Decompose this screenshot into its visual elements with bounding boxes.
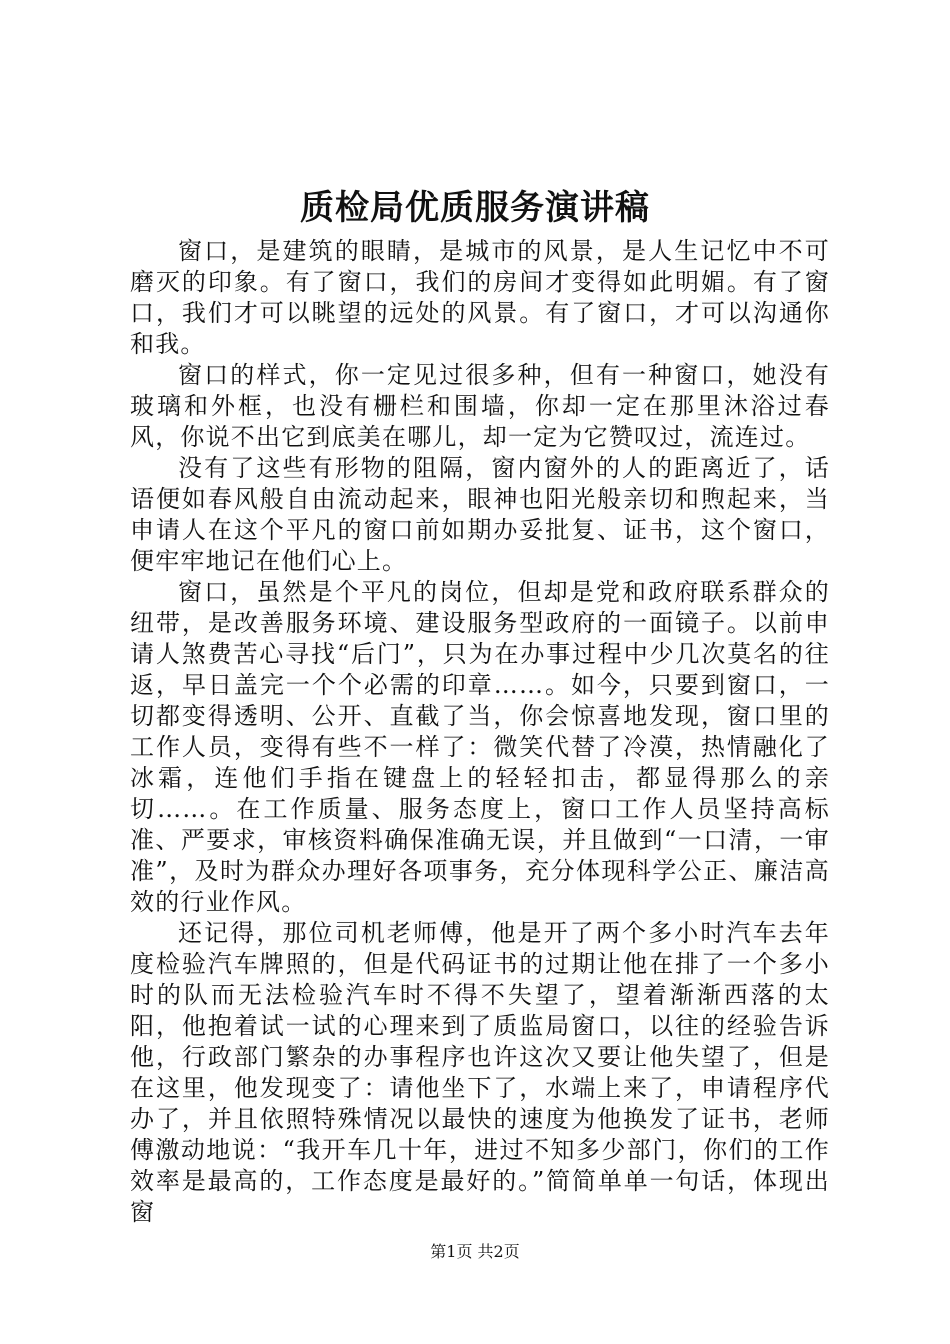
paragraph-4: 窗口，虽然是个平凡的岗位，但却是党和政府联系群众的纽带，是改善服务环境、建设服务型政府的一面镜子。以前申请人煞费苦心寻找“后门”，只为在办事过程中少几次莫名的往返，早日盖完一个个必需的印章……。如今，只要到窗口，一切都变得透明、公开、直截了当，你会惊喜地发现，窗口里的工作人员，变得有些不一样了：微笑代替了冷漠，热情融化了冰霜，连他们手指在键盘上的轻轻扣击，都显得那么的亲切……。在工作质量、服务态度上，窗口工作人员坚持高标准、严要求，审核资料确保准确无误，并且做到“一口清，一审准”，及时为群众办理好各项事务，充分体现科学公正、廉洁高效的行业作风。	[130, 578, 830, 916]
paragraph-2: 窗口的样式，你一定见过很多种，但有一种窗口，她没有玻璃和外框，也没有栅栏和围墙，你却一定在那里沐浴过春风，你说不出它到底美在哪儿，却一定为它赞叹过，流连过。	[130, 361, 830, 451]
page-footer	[0, 1240, 950, 1264]
page-number: 第1页 共2页	[430, 1242, 520, 1261]
document-body	[130, 236, 830, 1228]
paragraph-5: 还记得，那位司机老师傅，他是开了两个多小时汽车去年度检验汽车牌照的，但是代码证书的过期让他在排了一个多小时的队而无法检验汽车时不得不失望了，望着渐渐西落的太阳，他抱着试一试的心理来到了质监局窗口，以往的经验告诉他，行政部门繁杂的办事程序也许这次又要让他失望了，但是在这里，他发现变了：请他坐下了，水端上来了，申请程序代办了，并且依照特殊情况以最快的速度为他换发了证书，老师傅激动地说：“我开车几十年，进过不知多少部门，你们的工作效率是最高的，工作态度是最好的。”简简单单一句话，体现出窗	[130, 919, 830, 1226]
document-title: 质检局优质服务演讲稿	[300, 188, 650, 228]
paragraph-3: 没有了这些有形物的阻隔，窗内窗外的人的距离近了，话语便如春风般自由流动起来，眼神也阳光般亲切和煦起来，当申请人在这个平凡的窗口前如期办妥批复、证书，这个窗口，便牢牢地记在他们心上。	[130, 454, 830, 575]
paragraph-1: 窗口，是建筑的眼睛，是城市的风景，是人生记忆中不可磨灭的印象。有了窗口，我们的房间才变得如此明媚。有了窗口，我们才可以眺望的远处的风景。有了窗口，才可以沟通你和我。	[130, 237, 830, 358]
